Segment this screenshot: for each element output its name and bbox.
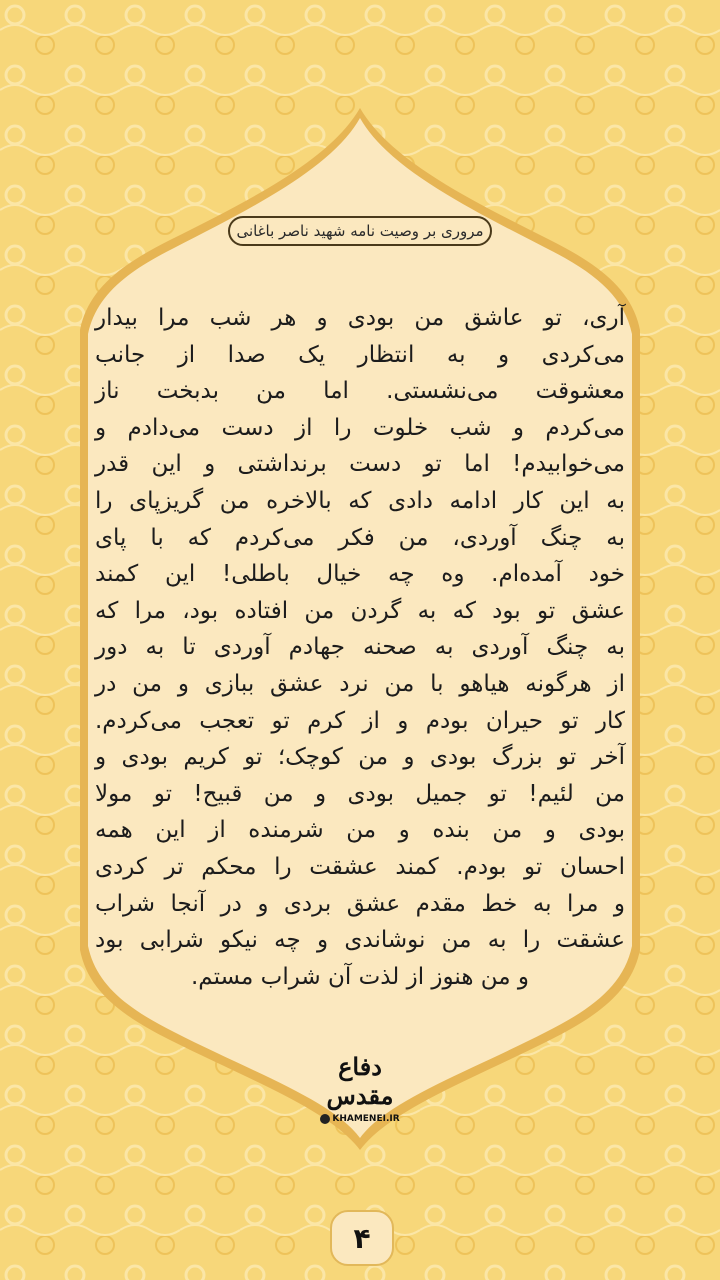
text-line: عشقت را به من نوشاندی و چه نیکو شرابی بود — [95, 927, 625, 954]
khamenei-logo-icon — [320, 1114, 330, 1124]
text-line: می‌کردم و شب خلوت را از دست می‌دادم و — [95, 414, 625, 441]
text-line: به چنگ آوردی به صحنه جهادم آوردی تا به دور — [95, 634, 625, 661]
logo-calligraphy: دفاع مقدس — [326, 1052, 394, 1110]
text-line: کار تو حیران بودم و از کرم تو تعجب می‌کردم. — [95, 707, 625, 734]
text-line: عشق تو بود که به گردن من افتاده بود، مرا که — [95, 597, 625, 624]
testament-text — [95, 300, 625, 995]
logo-site-text: KHAMENEI.IR — [332, 1114, 400, 1124]
header-title-badge — [228, 216, 492, 246]
text-line: به این کار ادامه دادی که بالاخره من گریزپای را — [95, 487, 625, 514]
text-line: می‌کردی و به انتظار یک صدا از جانب — [95, 341, 625, 368]
logo — [318, 1052, 402, 1124]
text-line: و مرا به خط مقدم عشق بردی و در آنجا شراب — [95, 890, 625, 917]
page-number: ۴ — [330, 1210, 394, 1266]
text-line: احسان تو بودم. کمند عشقت را محکم تر کردی — [95, 853, 625, 880]
text-line: به چنگ آوردی، من فکر می‌کردم که با پای — [95, 524, 625, 551]
text-line: من لئیم! تو جمیل بودی و من قبیح! تو مولا — [95, 780, 625, 807]
text-line: می‌خوابیدم! اما تو دست برنداشتی و این قدر — [95, 451, 625, 478]
text-line: خود آمده‌ام. وه چه خیال باطلی! این کمند — [95, 561, 625, 588]
header-title: مروری بر وصیت نامه شهید ناصر باغانی — [236, 222, 484, 240]
text-line: آری، تو عاشق من بودی و هر شب مرا بیدار — [95, 305, 625, 331]
logo-site — [318, 1114, 402, 1124]
text-line: آخر تو بزرگ بودی و من کوچک؛ تو کریم بودی و — [95, 744, 625, 771]
text-line: معشوقت می‌نشستی. اما من بدبخت ناز — [95, 378, 625, 405]
text-line: بودی و من بنده و من شرمنده از این همه — [95, 817, 625, 844]
text-line: و من هنوز از لذت آن شراب مستم. — [190, 963, 530, 990]
text-line: از هرگونه هیاهو با من نرد عشق ببازی و من در — [95, 670, 625, 697]
